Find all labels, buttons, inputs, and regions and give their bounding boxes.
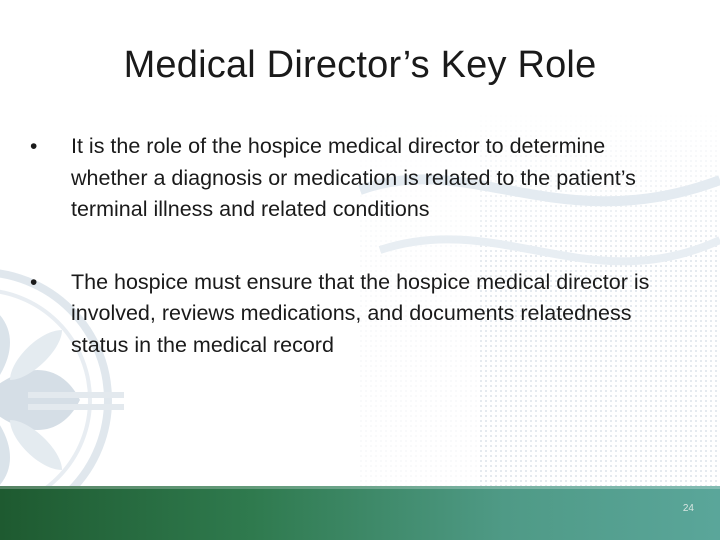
footer-band xyxy=(0,486,720,540)
bullet-marker: • xyxy=(30,135,38,158)
bullet-item xyxy=(30,131,680,226)
bullet-marker: • xyxy=(30,270,38,294)
slide-title: Medical Director’s Key Role xyxy=(123,44,597,86)
footer-highlight xyxy=(0,486,720,489)
bullet-list xyxy=(30,131,680,361)
bullet-item xyxy=(30,267,680,362)
page-number: 24 xyxy=(682,503,694,514)
bullet-text: It is the role of the hospice medical director to determine whether a diagnosis or medication is related to the patient’s terminal illness and related conditions xyxy=(71,134,636,221)
bullet-text: The hospice must ensure that the hospice medical director is involved, reviews medications, and documents relatedness status in the medical record xyxy=(71,269,650,357)
